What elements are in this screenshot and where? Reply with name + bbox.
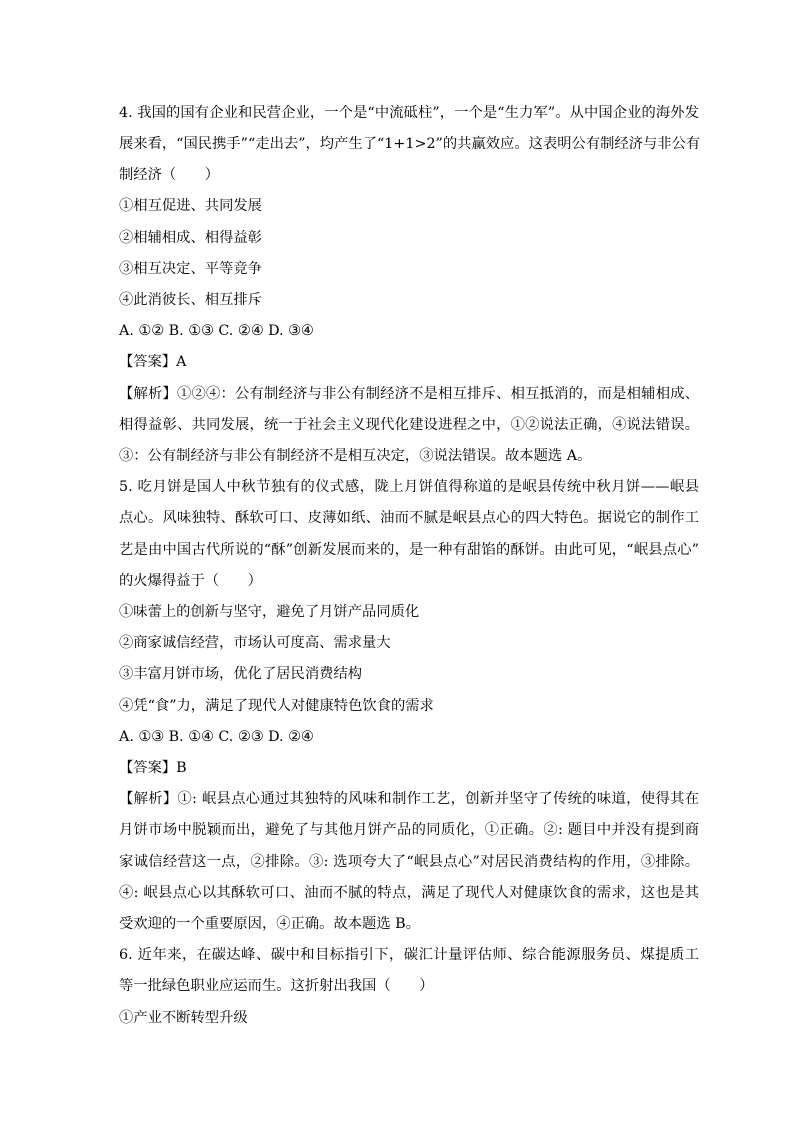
q5-analysis-line-5: 受欢迎的一个重要原因，④正确。故本题选 B。 [119,916,420,932]
q5-stem-line-4: 的火爆得益于（ ） [119,573,262,589]
q4-analysis-line-3: ③：公有制经济与非公有制经济不是相互决定，③说法错误。故本题选 A。 [119,448,592,464]
q4-option-2: ②相辅相成、相得益彰 [119,230,262,246]
q4-analysis-line-2: 相得益彰、共同发展，统一于社会主义现代化建设进程之中，①②说法正确，④说法错误。 [119,417,699,433]
q5-choices: A. ①③ B. ①④ C. ②③ D. ②④ [119,729,314,745]
q4-option-4: ④此消彼长、相互排斥 [119,292,262,308]
q6-stem-line-1: 6. 近年来，在碳达峰、碳中和目标指引下，碳汇计量评估师、综合能源服务员、煤提质工 [119,947,699,963]
q5-analysis-line-1: 【解析】①: 岷县点心通过其独特的风味和制作工艺，创新并坚守了传统的味道，使得其在 [119,791,699,807]
q5-analysis-line-4: ④: 岷县点心以其酥软可口、油而不腻的特点，满足了现代人对健康饮食的需求，这也是其 [119,885,699,901]
q5-option-4: ④凭“食”力，满足了现代人对健康特色饮食的需求 [119,698,434,714]
q4-option-1: ①相互促进、共同发展 [119,198,262,214]
q5-stem-line-1: 5. 吃月饼是国人中秋节独有的仪式感，陇上月饼值得称道的是岷县传统中秋月饼——岷县 [119,479,699,495]
q6-stem-line-2: 等一批绿色职业应运而生。这折射出我国（ ） [119,978,434,994]
q4-analysis-line-1: 【解析】①②④：公有制经济与非公有制经济不是相互排斥、相互抵消的，而是相辅相成、 [119,386,699,402]
q5-option-2: ②商家诚信经营，市场认可度高、需求量大 [119,635,391,651]
q4-answer: 【答案】A [119,354,187,370]
q5-option-1: ①味蕾上的创新与坚守，避免了月饼产品同质化 [119,604,420,620]
q4-choices: A. ①② B. ①③ C. ②④ D. ③④ [119,323,314,339]
q4-stem-line-3: 制经济（ ） [119,167,220,183]
q5-analysis-line-2: 月饼市场中脱颖而出，避免了与其他月饼产品的同质化，①正确。②: 题目中并没有提到商 [119,822,699,838]
q5-analysis-line-3: 家诚信经营这一点，②排除。③: 选项夸大了“岷县点心”对居民消费结构的作用，③排除。 [119,854,699,870]
q5-answer: 【答案】B [119,760,187,776]
q5-stem-line-2: 点心。风味独特、酥软可口、皮薄如纸、油而不腻是岷县点心的四大特色。据说它的制作工 [119,510,699,526]
q6-option-1: ①产业不断转型升级 [119,1010,248,1026]
q4-option-3: ③相互决定、平等竞争 [119,261,262,277]
q5-stem-line-3: 艺是由中国古代所说的“酥”创新发展而来的，是一种有甜馅的酥饼。由此可见，“岷县点心” [119,542,699,558]
q4-stem-line-1: 4. 我国的国有企业和民营企业，一个是“中流砥柱”，一个是“生力军”。从中国企业的海外发 [119,105,699,121]
q4-stem-line-2: 展来看，“国民携手”“走出去”，均产生了“1+1>2”的共赢效应。这表明公有制经济与非公有 [119,136,701,152]
q5-option-3: ③丰富月饼市场，优化了居民消费结构 [119,666,363,682]
